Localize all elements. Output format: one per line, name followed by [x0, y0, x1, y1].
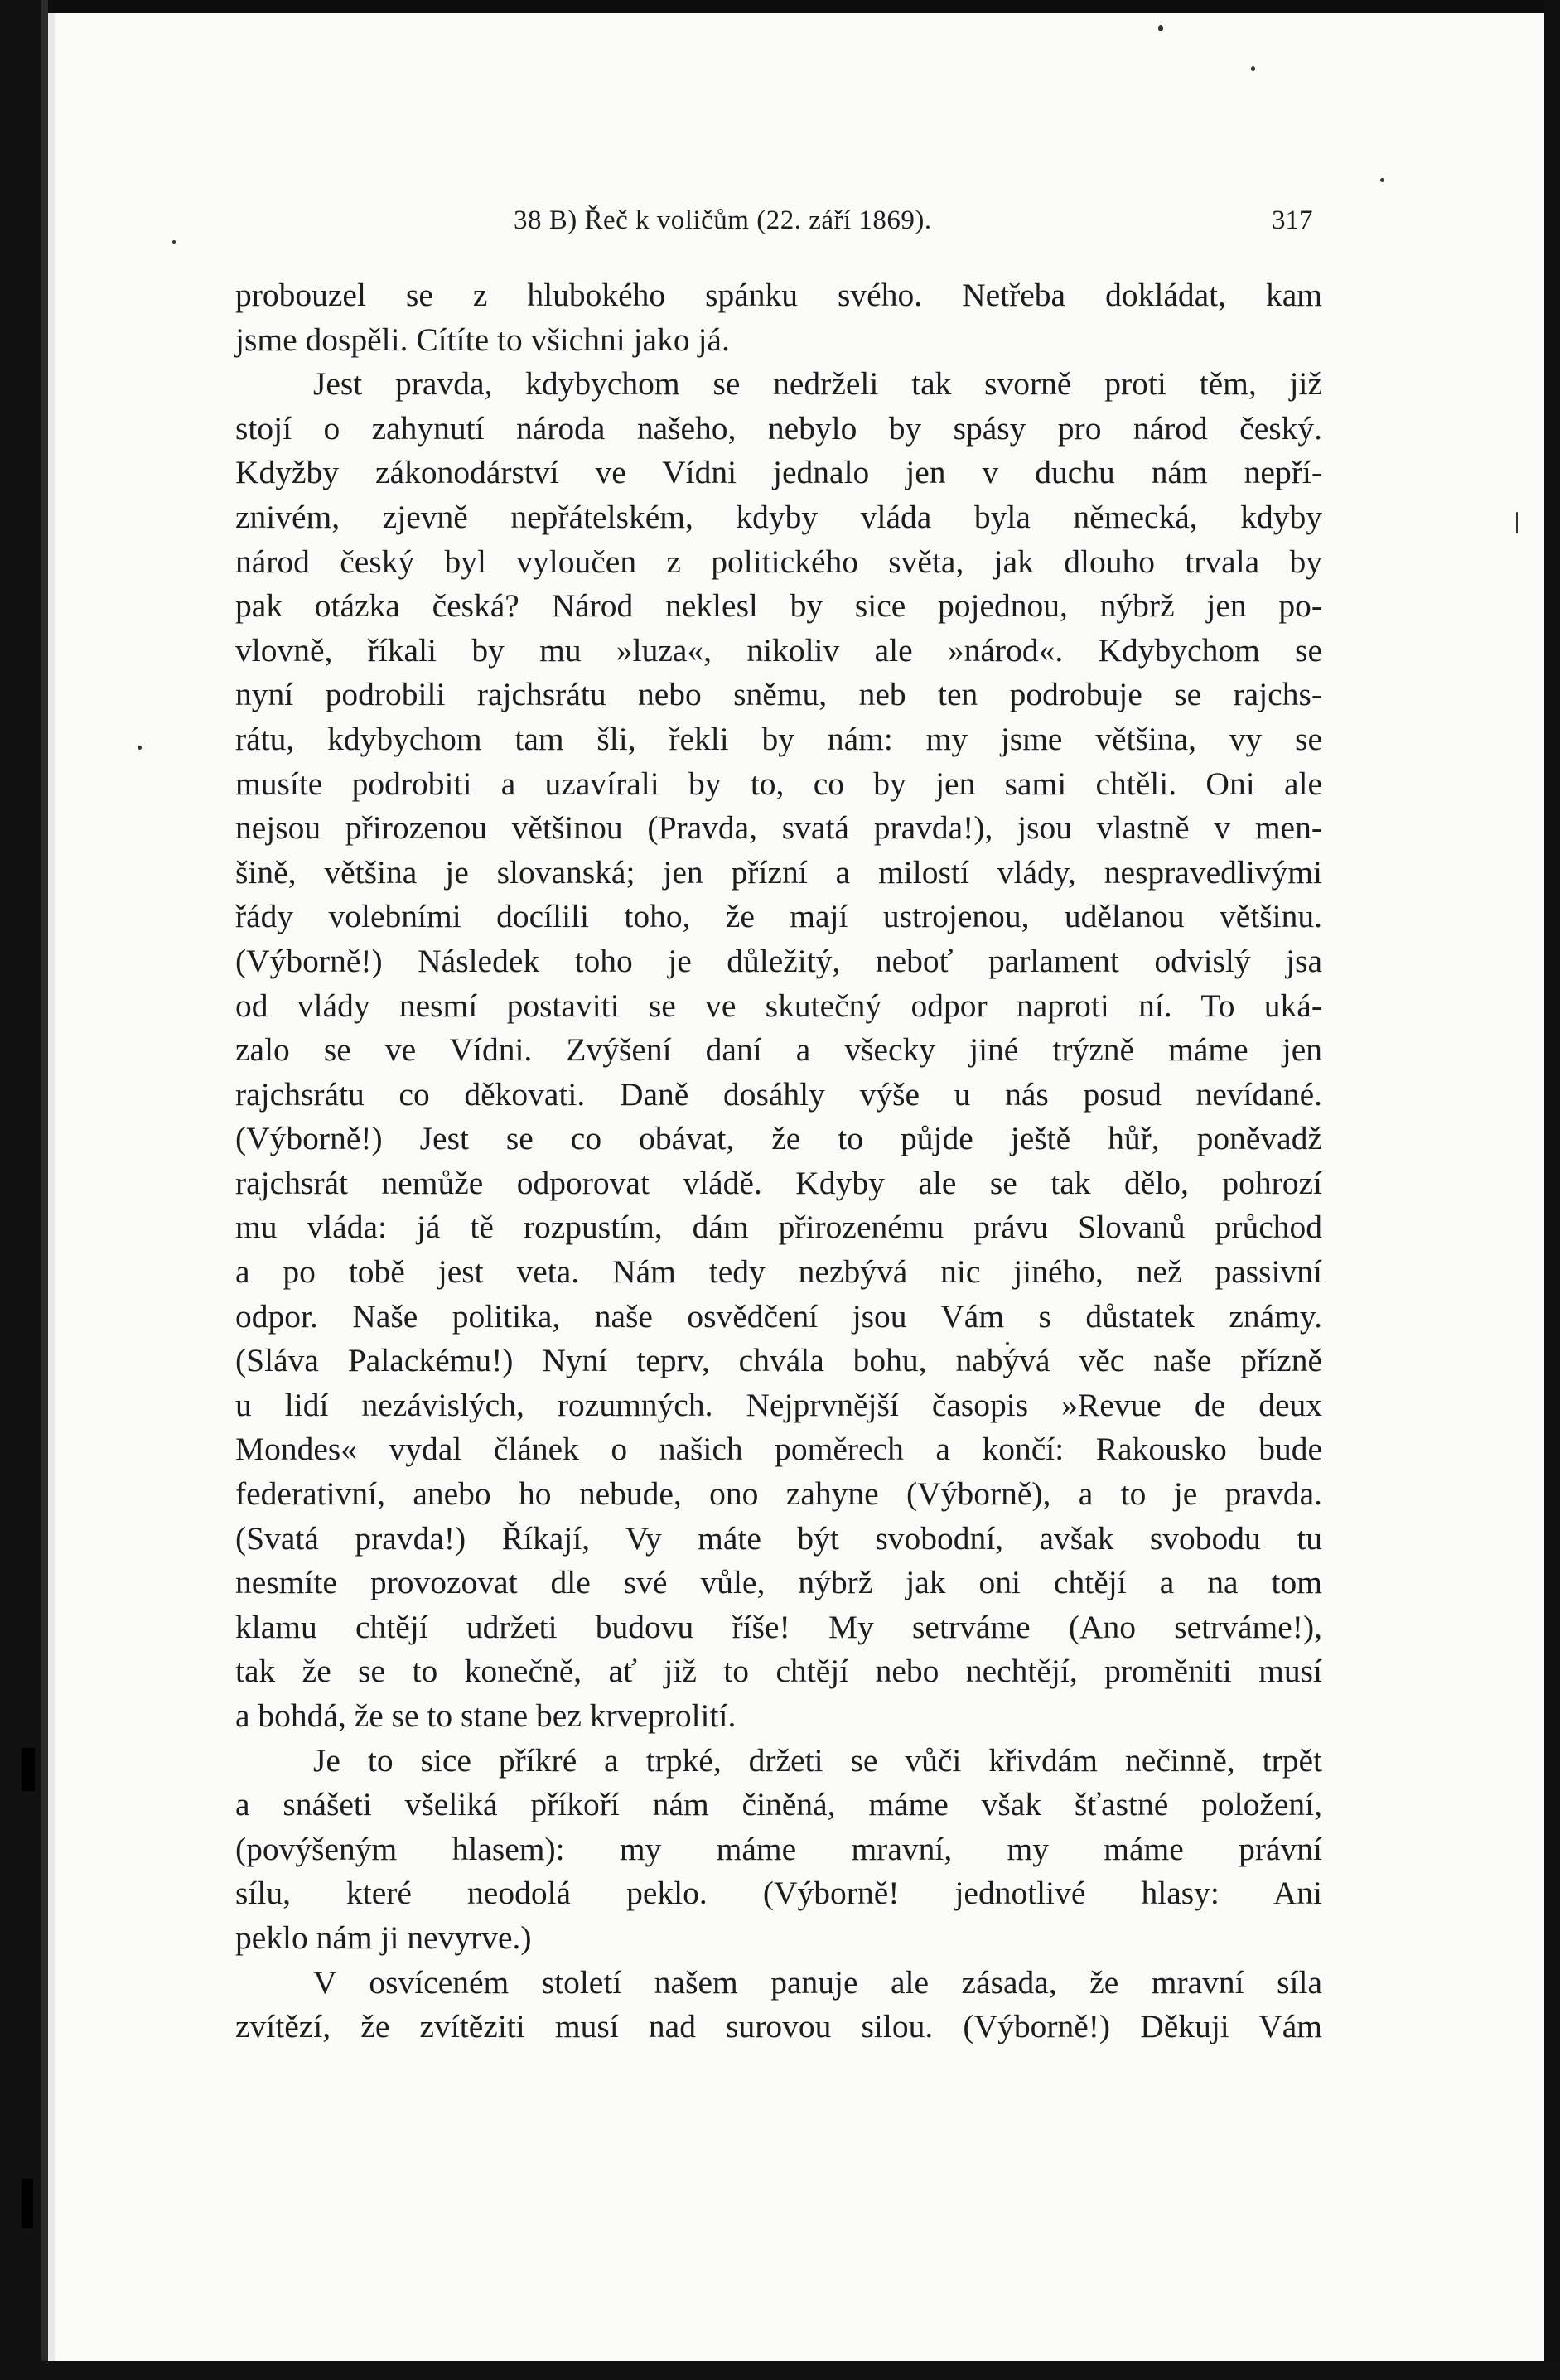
text-line: šině, většina je slovanská; jen přízní a milostí vlády, nespravedlivými [235, 853, 1322, 891]
dust-speck [1380, 178, 1384, 182]
text-line: nejsou přirozenou většinou (Pravda, svatá pravda!), jsou vlastně v men- [235, 809, 1322, 847]
dust-speck [172, 240, 176, 244]
text-line: od vlády nesmí postaviti se ve skutečný odpor naproti ní. To uká- [235, 987, 1322, 1024]
body-text [235, 273, 1322, 2049]
text-line: (Svatá pravda!) Říkají, Vy máte být svobodní, avšak svobodu tu [235, 1519, 1322, 1557]
text-line: peklo nám ji nevyrve.) [235, 1919, 532, 1956]
scan-border-left-inner [41, 0, 48, 2380]
text-line: zvítězí, že zvítěziti musí nad surovou silou. (Výborně!) Děkuji Vám [235, 2008, 1322, 2045]
text-line: pak otázka česká? Národ neklesl by sice pojednou, nýbrž jen po- [235, 587, 1322, 625]
text-line: probouzel se z hlubokého spánku svého. Netřeba dokládat, kam [235, 277, 1322, 313]
text-line: federativní, anebo ho nebude, ono zahyne (Výborně), a to je pravda. [235, 1475, 1322, 1513]
text-line: národ český byl vyloučen z politického světa, jak dlouho trvala by [235, 543, 1322, 580]
text-line: rátu, kdybychom tam šli, řekli by nám: my jsme většina, vy se [235, 720, 1322, 757]
text-line: a po tobě jest veta. Nám tedy nezbývá nic jiného, než passivní [235, 1253, 1322, 1291]
dust-speck [138, 746, 142, 750]
scan-border-left [0, 0, 41, 2380]
text-line: vlovně, říkali by mu »luza«, nikoliv ale »národ«. Kdybychom se [235, 631, 1322, 669]
text-line: jsme dospěli. Cítíte to všichni jako já. [235, 321, 730, 358]
page-number: 317 [1272, 205, 1313, 235]
scan-border-right [1544, 0, 1560, 2380]
text-line: (Výborně!) Jest se co obávat, že to půjde ještě hůř, poněvadž [235, 1120, 1322, 1157]
text-line: (povýšeným hlasem): my máme mravní, my máme právní [235, 1830, 1322, 1867]
text-line: rajchsrát nemůže odporovat vládě. Kdyby ale se tak dělo, pohrozí [235, 1164, 1322, 1201]
text-line: Mondes« vydal článek o našich poměrech a končí: Rakousko bude [235, 1431, 1322, 1468]
text-line: Je to sice příkré a trpké, držeti se vůči křivdám nečinně, trpět [313, 1741, 1322, 1779]
text-line: řády volebními docílili toho, že mají ustrojenou, udělanou většinu. [235, 898, 1322, 935]
dust-speck [1516, 512, 1518, 533]
dust-speck [1158, 25, 1163, 31]
scan-border-top [0, 0, 1560, 13]
scan-border-bottom [0, 2361, 1560, 2380]
text-line: odpor. Naše politika, naše osvědčení jsou Vám s důstatek známy. [235, 1297, 1322, 1335]
page-gutter-shadow [48, 13, 55, 2380]
running-head: 38 B) Řeč k voličům (22. září 1869). [514, 205, 932, 235]
text-line: tak že se to konečně, ať již to chtějí nebo nechtějí, proměniti musí [235, 1653, 1322, 1690]
text-line: znivém, zjevně nepřátelském, kdyby vláda byla německá, kdyby [235, 498, 1322, 535]
scan-mark [22, 1748, 35, 1791]
text-line: Kdyžby zákonodárství ve Vídni jednalo jen v duchu nám nepří- [235, 454, 1322, 491]
text-line: a bohdá, že se to stane bez krveprolití. [235, 1697, 737, 1734]
text-line: nesmíte provozovat dle své vůle, nýbrž jak oni chtějí a na tom [235, 1564, 1322, 1601]
text-line: a snášeti všeliká příkoří nám činěná, máme však šťastné položení, [235, 1786, 1322, 1823]
text-line: Jest pravda, kdybychom se nedrželi tak svorně proti těm, již [313, 365, 1322, 403]
text-line: musíte podrobiti a uzavírali by to, co by jen sami chtěli. Oni ale [235, 765, 1322, 802]
scan-mark [22, 2179, 33, 2228]
text-line: (Výborně!) Následek toho je důležitý, neboť parlament odvislý jsa [235, 942, 1322, 979]
text-line: (Sláva Palackému!) Nyní teprv, chvála bohu, nabývá věc naše přízně [235, 1342, 1322, 1379]
text-line: mu vláda: já tě rozpustím, dám přirozenému právu Slovanů průchod [235, 1209, 1322, 1246]
dust-speck [1251, 66, 1255, 71]
text-line: stojí o zahynutí národa našeho, nebylo by spásy pro národ český. [235, 409, 1322, 447]
text-line: rajchsrátu co děkovati. Daně dosáhly výše u nás posud nevídané. [235, 1075, 1322, 1113]
text-line: klamu chtějí udržeti budovu říše! My setrváme (Ano setrváme!), [235, 1608, 1322, 1645]
text-line: sílu, které neodolá peklo. (Výborně! jednotlivé hlasy: Ani [235, 1875, 1322, 1912]
text-line: zalo se ve Vídni. Zvýšení daní a všecky jiné trýzně máme jen [235, 1031, 1322, 1069]
text-line: u lidí nezávislých, rozumných. Nejprvnější časopis »Revue de deux [235, 1386, 1322, 1423]
text-line: V osvíceném století našem panuje ale zásada, že mravní síla [313, 1963, 1322, 2001]
text-line: nyní podrobili rajchsrátu nebo sněmu, neb ten podrobuje se rajchs- [235, 676, 1322, 713]
